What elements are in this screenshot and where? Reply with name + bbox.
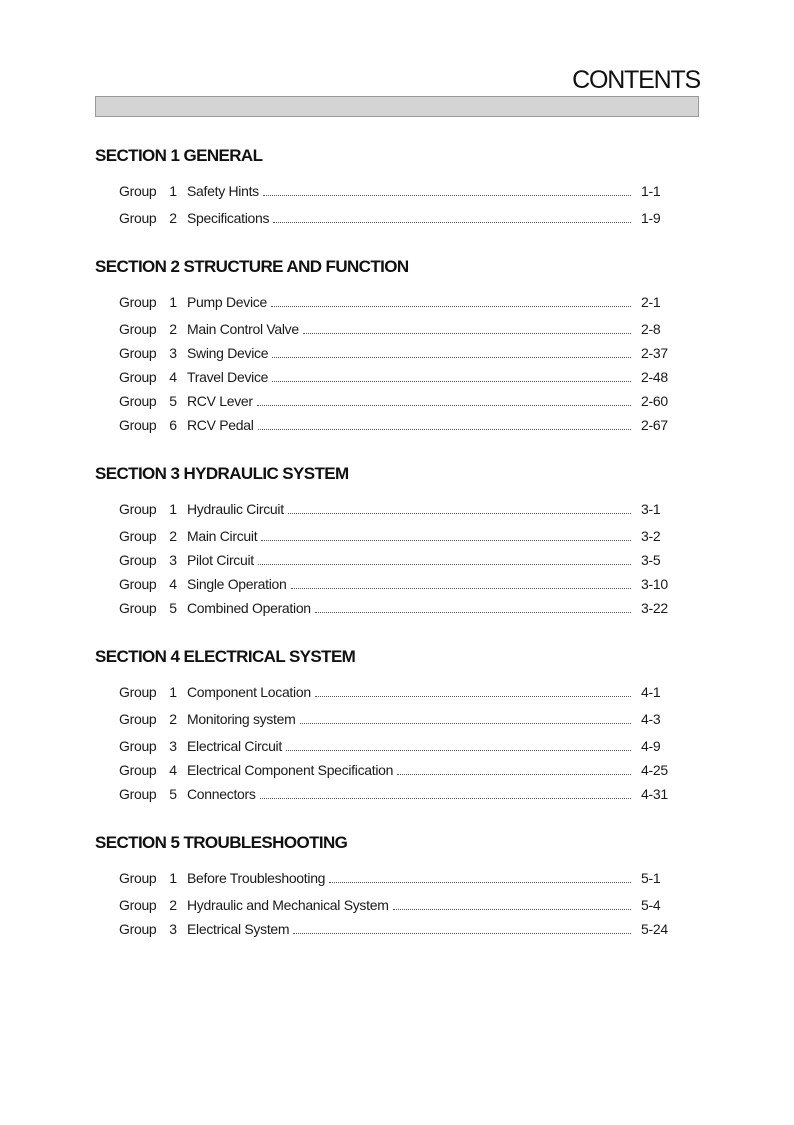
entry-title: Specifications xyxy=(187,210,270,226)
group-number: 5 xyxy=(169,786,177,802)
toc-entry-connectors[interactable] xyxy=(95,786,685,810)
dot-leader xyxy=(258,428,631,430)
toc-entry-electrical-component-specification[interactable] xyxy=(95,762,685,786)
dot-leader xyxy=(261,539,631,541)
toc-entry-rcv-lever[interactable] xyxy=(95,393,685,417)
group-number: 6 xyxy=(169,417,177,433)
group-label: Group xyxy=(119,417,157,433)
group-label: Group xyxy=(119,210,157,226)
toc-entry-swing-device[interactable] xyxy=(95,345,685,369)
entry-title: Swing Device xyxy=(187,345,269,361)
group-label: Group xyxy=(119,321,157,337)
entry-title: Safety Hints xyxy=(187,183,259,199)
group-label: Group xyxy=(119,501,157,517)
dot-leader xyxy=(329,881,631,883)
group-number: 2 xyxy=(169,321,177,337)
group-label: Group xyxy=(119,183,157,199)
toc-entry-pilot-circuit[interactable] xyxy=(95,552,685,576)
toc-entry-single-operation[interactable] xyxy=(95,576,685,600)
group-label: Group xyxy=(119,684,157,700)
group-number: 5 xyxy=(169,393,177,409)
group-number: 3 xyxy=(169,345,177,361)
entry-title: Hydraulic and Mechanical System xyxy=(187,897,389,913)
page-number: 3-10 xyxy=(641,576,668,592)
group-number: 3 xyxy=(169,738,177,754)
page-number: 1-9 xyxy=(641,210,661,226)
toc-entry-main-control-valve[interactable] xyxy=(95,321,685,345)
section-2 xyxy=(95,257,685,441)
group-number: 4 xyxy=(169,576,177,592)
entry-title: Pump Device xyxy=(187,294,267,310)
page-number: 3-5 xyxy=(641,552,661,568)
entry-title: RCV Pedal xyxy=(187,417,254,433)
page-title: CONTENTS xyxy=(572,66,700,94)
dot-leader xyxy=(271,305,631,307)
entry-title: Combined Operation xyxy=(187,600,311,616)
group-label: Group xyxy=(119,711,157,727)
dot-leader xyxy=(393,908,631,910)
group-label: Group xyxy=(119,897,157,913)
page-number: 1-1 xyxy=(641,183,661,199)
entry-list xyxy=(95,684,685,810)
entry-list xyxy=(95,183,685,234)
page-number: 2-60 xyxy=(641,393,668,409)
group-number: 4 xyxy=(169,762,177,778)
page-number: 2-37 xyxy=(641,345,668,361)
entry-title: Component Location xyxy=(187,684,311,700)
group-label: Group xyxy=(119,576,157,592)
toc-entry-monitoring-system[interactable] xyxy=(95,711,685,735)
toc-entry-travel-device[interactable] xyxy=(95,369,685,393)
group-label: Group xyxy=(119,369,157,385)
dot-leader xyxy=(303,332,631,334)
dot-leader xyxy=(258,563,631,565)
group-label: Group xyxy=(119,345,157,361)
dot-leader xyxy=(257,404,631,406)
page-number: 3-1 xyxy=(641,501,661,517)
dot-leader xyxy=(288,512,631,514)
dot-leader xyxy=(315,695,631,697)
toc-entry-electrical-circuit[interactable] xyxy=(95,738,685,762)
dot-leader xyxy=(272,380,631,382)
entry-title: Electrical System xyxy=(187,921,290,937)
toc-entry-combined-operation[interactable] xyxy=(95,600,685,624)
dot-leader xyxy=(273,221,631,223)
group-label: Group xyxy=(119,600,157,616)
toc-entry-safety-hints[interactable] xyxy=(95,183,685,207)
title-bar xyxy=(95,96,699,117)
toc-entry-before-troubleshooting[interactable] xyxy=(95,870,685,894)
page-number: 3-22 xyxy=(641,600,668,616)
group-number: 1 xyxy=(169,501,177,517)
entry-title: Single Operation xyxy=(187,576,287,592)
dot-leader xyxy=(300,722,632,724)
dot-leader xyxy=(272,356,631,358)
page-number: 5-24 xyxy=(641,921,668,937)
entry-title: RCV Lever xyxy=(187,393,253,409)
group-number: 1 xyxy=(169,183,177,199)
toc-entry-component-location[interactable] xyxy=(95,684,685,708)
dot-leader xyxy=(263,194,631,196)
entry-title: Electrical Component Specification xyxy=(187,762,394,778)
page-number: 2-1 xyxy=(641,294,661,310)
section-5 xyxy=(95,833,685,945)
page-number: 5-4 xyxy=(641,897,661,913)
group-number: 1 xyxy=(169,870,177,886)
group-number: 3 xyxy=(169,552,177,568)
group-label: Group xyxy=(119,528,157,544)
entry-title: Travel Device xyxy=(187,369,269,385)
toc-entry-rcv-pedal[interactable] xyxy=(95,417,685,441)
group-label: Group xyxy=(119,552,157,568)
entry-title: Main Circuit xyxy=(187,528,258,544)
page-number: 4-1 xyxy=(641,684,661,700)
page-number: 2-48 xyxy=(641,369,668,385)
toc-entry-hydraulic-and-mechanical-system[interactable] xyxy=(95,897,685,921)
entry-title: Hydraulic Circuit xyxy=(187,501,284,517)
section-3 xyxy=(95,464,685,624)
toc-entry-specifications[interactable] xyxy=(95,210,685,234)
group-number: 1 xyxy=(169,684,177,700)
entry-title: Before Troubleshooting xyxy=(187,870,326,886)
section-heading: SECTION 2 STRUCTURE AND FUNCTION xyxy=(95,257,409,276)
group-label: Group xyxy=(119,921,157,937)
dot-leader xyxy=(260,797,631,799)
group-label: Group xyxy=(119,738,157,754)
group-label: Group xyxy=(119,870,157,886)
page-number: 2-8 xyxy=(641,321,661,337)
dot-leader xyxy=(293,932,631,934)
section-4 xyxy=(95,647,685,810)
group-number: 2 xyxy=(169,210,177,226)
page-number: 5-1 xyxy=(641,870,661,886)
dot-leader xyxy=(397,773,631,775)
entry-title: Monitoring system xyxy=(187,711,296,727)
dot-leader xyxy=(291,587,632,589)
entry-list xyxy=(95,501,685,624)
toc-entry-hydraulic-circuit[interactable] xyxy=(95,501,685,525)
group-number: 2 xyxy=(169,711,177,727)
toc-entry-pump-device[interactable] xyxy=(95,294,685,318)
section-heading: SECTION 5 TROUBLESHOOTING xyxy=(95,833,348,852)
page-number: 4-3 xyxy=(641,711,661,727)
section-heading: SECTION 3 HYDRAULIC SYSTEM xyxy=(95,464,349,483)
section-heading: SECTION 1 GENERAL xyxy=(95,146,263,165)
group-number: 5 xyxy=(169,600,177,616)
entry-title: Connectors xyxy=(187,786,256,802)
page-number: 4-31 xyxy=(641,786,668,802)
group-number: 1 xyxy=(169,294,177,310)
group-label: Group xyxy=(119,786,157,802)
group-number: 4 xyxy=(169,369,177,385)
entry-title: Main Control Valve xyxy=(187,321,299,337)
page-number: 3-2 xyxy=(641,528,661,544)
page-number: 4-9 xyxy=(641,738,661,754)
entry-list xyxy=(95,870,685,945)
group-number: 3 xyxy=(169,921,177,937)
entry-title: Pilot Circuit xyxy=(187,552,254,568)
page-number: 2-67 xyxy=(641,417,668,433)
group-label: Group xyxy=(119,294,157,310)
toc-entry-electrical-system[interactable] xyxy=(95,921,685,945)
page-number: 4-25 xyxy=(641,762,668,778)
toc-entry-main-circuit[interactable] xyxy=(95,528,685,552)
dot-leader xyxy=(315,611,631,613)
dot-leader xyxy=(286,749,631,751)
group-number: 2 xyxy=(169,528,177,544)
section-1 xyxy=(95,146,685,234)
section-heading: SECTION 4 ELECTRICAL SYSTEM xyxy=(95,647,356,666)
group-label: Group xyxy=(119,393,157,409)
entry-list xyxy=(95,294,685,441)
entry-title: Electrical Circuit xyxy=(187,738,282,754)
group-label: Group xyxy=(119,762,157,778)
group-number: 2 xyxy=(169,897,177,913)
